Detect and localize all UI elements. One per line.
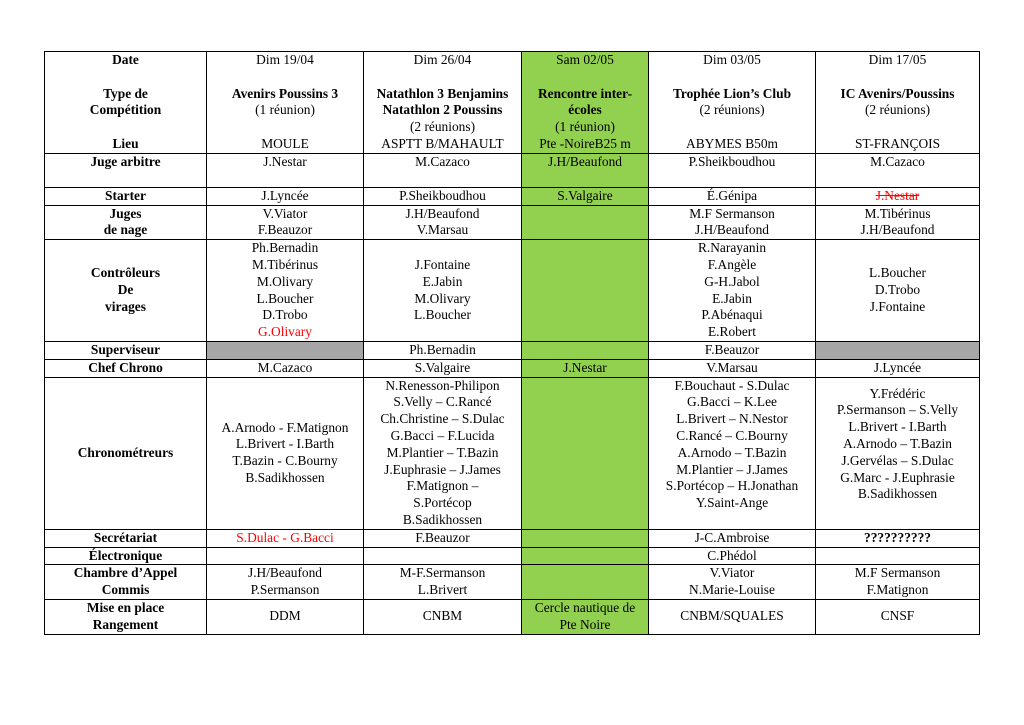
cell: [816, 153, 980, 187]
official-name: M.Olivary: [256, 273, 314, 289]
cell-empty: [364, 547, 522, 565]
row-label-text: Juges: [109, 205, 142, 221]
official-name: P.Sheikboudhou: [399, 187, 486, 203]
official-name: V.Marsau: [416, 222, 469, 238]
official-name: V.Viator: [262, 205, 308, 221]
cell: [364, 205, 522, 240]
date: Dim 03/05: [703, 52, 761, 67]
cell: [816, 359, 980, 377]
row-label-text: Starter: [105, 187, 146, 203]
row-mise-en-place: [45, 599, 980, 634]
cell-empty: [522, 377, 649, 529]
official-name: J.H/Beaufond: [860, 222, 935, 238]
competition: Trophée Lion’s Club: [672, 85, 792, 101]
header-col-3: [522, 52, 649, 154]
official-name: P.Sermanson – S.Velly: [836, 402, 959, 418]
cell: [649, 240, 816, 342]
row-label: [45, 529, 207, 547]
label-lieu: Lieu: [112, 135, 139, 151]
official-name: J.Fontaine: [414, 256, 471, 272]
official-name: L.Brivert – N.Nestor: [676, 411, 788, 427]
club-name: Pte Noire: [559, 616, 611, 632]
competition: Natathlon 3 Benjamins: [376, 85, 509, 101]
official-name: B.Sadikhossen: [245, 469, 325, 485]
official-name: D.Trobo: [874, 282, 921, 298]
official-name: J-C.Ambroise: [694, 529, 770, 545]
lieu: MOULE: [261, 135, 309, 151]
row-label-text: Mise en place: [86, 599, 165, 615]
official-name: Ch.Christine – S.Dulac: [380, 411, 505, 427]
official-name: J.H/Beaufond: [405, 205, 480, 221]
official-name: V.Marsau: [706, 359, 758, 375]
official-name: F.Angèle: [707, 256, 757, 272]
cell: [522, 359, 649, 377]
row-label: [45, 599, 207, 634]
cell: [207, 240, 364, 342]
reunions: (2 réunions): [699, 102, 765, 118]
cell: [649, 205, 816, 240]
cell: [816, 205, 980, 240]
official-name: C.Rancé – C.Bourny: [676, 427, 788, 443]
cell: [816, 187, 980, 205]
official-name: E.Jabin: [712, 290, 752, 306]
official-name: J.H/Beaufond: [247, 565, 322, 581]
lieu: Pte -NoireB25 m: [539, 135, 631, 151]
official-name: J.Nestar: [263, 153, 307, 169]
cell: [649, 547, 816, 565]
label-type: Compétition: [89, 102, 162, 118]
official-name: S.Valgaire: [557, 187, 613, 203]
cell-empty: [207, 547, 364, 565]
row-label-text: Rangement: [92, 616, 159, 632]
official-name: E.Robert: [708, 324, 756, 340]
official-name: S.Portécop: [413, 495, 472, 511]
official-name: F.Matignon –: [406, 478, 479, 494]
official-name: M.Tibérinus: [864, 205, 931, 221]
cell: [207, 377, 364, 529]
row-label: [45, 565, 207, 600]
official-name: G.Bacci – K.Lee: [687, 394, 777, 410]
row-secretariat: [45, 529, 980, 547]
competition: Rencontre inter-: [537, 85, 633, 101]
official-name: Y.Frédéric: [869, 385, 926, 401]
row-label-text: Superviseur: [90, 341, 161, 357]
club-name: CNSF: [880, 608, 915, 624]
official-name-red: G.Olivary: [258, 324, 312, 340]
row-chronometreurs: [45, 377, 980, 529]
official-name: A.Arnodo - F.Matignon: [221, 419, 349, 435]
cell: [364, 565, 522, 600]
cell-empty: [522, 205, 649, 240]
official-name: G.Bacci – F.Lucida: [390, 427, 495, 443]
header-label-cell: [45, 52, 207, 154]
cell: [816, 240, 980, 342]
row-label-text: Contrôleurs: [90, 265, 161, 281]
row-label: [45, 153, 207, 187]
cell: [522, 187, 649, 205]
official-name: B.Sadikhossen: [857, 486, 938, 502]
cell-gray: [207, 341, 364, 359]
cell: [816, 529, 980, 547]
row-juge-arbitre: [45, 153, 980, 187]
row-label: [45, 187, 207, 205]
header-col-2: [364, 52, 522, 154]
row-label-text: Électronique: [88, 547, 163, 563]
cell-gray: [816, 341, 980, 359]
official-name: M.Plantier – J.James: [676, 461, 788, 477]
official-name: Ph.Bernadin: [409, 341, 476, 357]
official-name: F.Beauzor: [704, 341, 760, 357]
official-name: T.Bazin - C.Bourny: [232, 453, 338, 469]
row-chef-chrono: [45, 359, 980, 377]
official-name: B.Sadikhossen: [402, 511, 483, 527]
official-name: Y.Saint-Ange: [695, 495, 769, 511]
row-label-text: Chronométreurs: [77, 444, 174, 460]
row-label-text: virages: [105, 298, 146, 314]
date: Dim 19/04: [256, 52, 314, 67]
cell: [364, 377, 522, 529]
cell: [816, 377, 980, 529]
official-name: F.Beauzor: [415, 529, 470, 545]
row-label: [45, 359, 207, 377]
reunions: (2 réunions): [864, 102, 931, 118]
official-name: J.Gervélas – S.Dulac: [841, 452, 954, 468]
competition: Natathlon 2 Poussins: [382, 102, 503, 118]
official-name: J.Euphrasie – J.James: [384, 461, 501, 477]
row-electronique: [45, 547, 980, 565]
official-name: S.Velly – C.Rancé: [393, 394, 492, 410]
cell: [649, 187, 816, 205]
official-name: J.Lyncée: [873, 359, 922, 375]
cell: [649, 529, 816, 547]
cell: [207, 529, 364, 547]
label-date: Date: [112, 52, 139, 67]
official-name: Ph.Bernadin: [251, 240, 319, 256]
cell: [207, 599, 364, 634]
competition: Avenirs Poussins 3: [231, 85, 339, 101]
lieu: ASPTT B/MAHAULT: [381, 135, 504, 151]
official-name: N.Renesson-Philipon: [385, 377, 500, 393]
row-label: [45, 341, 207, 359]
cell: [364, 359, 522, 377]
date: Dim 26/04: [413, 52, 472, 67]
official-name: V.Viator: [709, 565, 755, 581]
cell: [522, 599, 649, 634]
official-name: L.Brivert - I.Barth: [235, 436, 335, 452]
official-name: M.Cazaco: [257, 359, 313, 375]
official-name: F.Matignon: [866, 582, 929, 598]
reunions: (1 réunion): [555, 119, 615, 135]
official-name: S.Portécop – H.Jonathan: [665, 478, 799, 494]
row-starter: [45, 187, 980, 205]
competition: IC Avenirs/Poussins: [840, 85, 955, 101]
official-name: É.Génipa: [706, 187, 758, 203]
lieu: ABYMES B50m: [686, 135, 778, 151]
cell: [364, 341, 522, 359]
official-name: L.Boucher: [414, 307, 471, 323]
official-name: M.Cazaco: [415, 153, 470, 169]
cell: [207, 205, 364, 240]
official-name: M-F.Sermanson: [399, 565, 486, 581]
cell-empty: [522, 547, 649, 565]
club-name: DDM: [269, 608, 301, 624]
cell: [207, 153, 364, 187]
cell: [816, 565, 980, 600]
cell-empty: [816, 547, 980, 565]
official-name: N.Marie-Louise: [689, 582, 775, 598]
row-label-text: Juge arbitre: [90, 153, 161, 169]
cell: [207, 187, 364, 205]
official-name-struck: J.Nestar: [875, 187, 920, 203]
row-chambre-appel: [45, 565, 980, 600]
official-name: J.Lyncée: [261, 187, 309, 203]
official-name: J.Nestar: [563, 359, 607, 375]
cell: [364, 187, 522, 205]
header-col-5: [816, 52, 980, 154]
cell: [649, 359, 816, 377]
cell: [364, 529, 522, 547]
official-name: A.Arnodo – T.Bazin: [843, 435, 952, 451]
official-name: M.Olivary: [414, 290, 471, 306]
row-label-text: de nage: [103, 222, 148, 238]
row-label: [45, 547, 207, 565]
official-name: M.F Sermanson: [689, 205, 775, 221]
cell: [649, 599, 816, 634]
club-name: CNBM: [422, 608, 463, 624]
official-name-red: S.Dulac - G.Bacci: [236, 529, 334, 545]
header-col-4: [649, 52, 816, 154]
cell-empty: [522, 240, 649, 342]
official-name: L.Brivert: [417, 582, 468, 598]
official-name: F.Bouchaut - S.Dulac: [674, 377, 790, 393]
official-name: L.Brivert - I.Barth: [848, 419, 947, 435]
cell-empty: [522, 565, 649, 600]
lieu: ST-FRANÇOIS: [854, 135, 941, 151]
official-name: M.F Sermanson: [854, 565, 941, 581]
official-name: P.Abénaqui: [701, 307, 763, 323]
official-name: J.Fontaine: [869, 298, 926, 314]
cell: [816, 599, 980, 634]
cell-empty: [522, 529, 649, 547]
cell: [522, 153, 649, 187]
official-name: F.Beauzor: [257, 222, 313, 238]
date: Sam 02/05: [556, 52, 614, 67]
cell: [649, 341, 816, 359]
row-label: [45, 205, 207, 240]
reunions: (2 réunions): [409, 119, 476, 135]
cell: [649, 565, 816, 600]
cell: [364, 599, 522, 634]
date: Dim 17/05: [868, 52, 927, 67]
row-label: [45, 240, 207, 342]
official-name: E.Jabin: [422, 273, 463, 289]
row-juges-nage: [45, 205, 980, 240]
row-controleurs: [45, 240, 980, 342]
reunions: (1 réunion): [255, 102, 315, 118]
cell: [207, 359, 364, 377]
official-name: M.Cazaco: [870, 153, 925, 169]
official-name: S.Valgaire: [414, 359, 471, 375]
officials-schedule-table: [44, 51, 980, 635]
label-type: Type de: [103, 85, 148, 101]
club-name: CNBM/SQUALES: [680, 608, 784, 624]
official-name: J.H/Beaufond: [547, 153, 622, 169]
official-name: G-H.Jabol: [704, 273, 760, 289]
official-name: G.Marc - J.Euphrasie: [840, 469, 955, 485]
official-name: A.Arnodo – T.Bazin: [677, 444, 787, 460]
official-name: L.Boucher: [869, 265, 926, 281]
row-label-text: Chambre d’Appel: [73, 565, 178, 581]
unknown-placeholder: ??????????: [864, 529, 931, 545]
official-name: P.Sermanson: [250, 582, 320, 598]
row-superviseur: [45, 341, 980, 359]
cell: [649, 153, 816, 187]
row-label-text: Commis: [101, 582, 150, 598]
competition: écoles: [568, 102, 602, 118]
row-label: [45, 377, 207, 529]
club-name: Cercle nautique de: [534, 599, 636, 615]
header-col-1: [207, 52, 364, 154]
row-label-text: Secrétariat: [93, 529, 158, 545]
cell: [649, 377, 816, 529]
official-name: M.Plantier – T.Bazin: [386, 444, 499, 460]
cell: [364, 153, 522, 187]
cell: [207, 565, 364, 600]
cell: [364, 240, 522, 342]
official-name: R.Narayanin: [697, 240, 767, 256]
official-name: D.Trobo: [262, 307, 308, 323]
official-name: L.Boucher: [256, 290, 314, 306]
cell-empty: [522, 341, 649, 359]
row-label-text: Chef Chrono: [88, 359, 163, 375]
row-label-text: De: [117, 282, 134, 298]
official-name: C.Phédol: [707, 547, 757, 563]
official-name: P.Sheikboudhou: [688, 153, 776, 169]
official-name: M.Tibérinus: [251, 256, 319, 272]
official-name: J.H/Beaufond: [694, 222, 769, 238]
header-row: [45, 52, 980, 154]
